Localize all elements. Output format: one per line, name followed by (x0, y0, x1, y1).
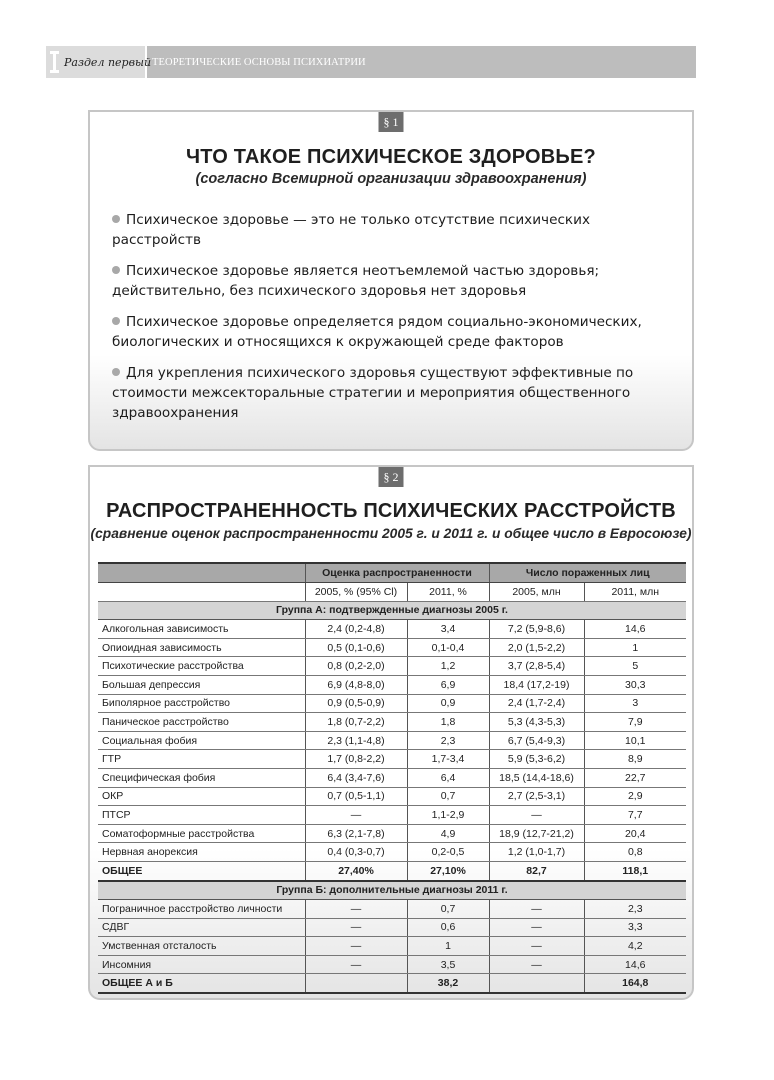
table-row (98, 824, 686, 843)
cell-value: 6,4 (3,4-7,6) (305, 768, 407, 787)
cell-value: 18,9 (12,7-21,2) (489, 824, 584, 843)
bullet-dot-icon (112, 215, 120, 223)
cell-value: 0,4 (0,3-0,7) (305, 843, 407, 862)
cell-value: 0,6 (407, 918, 489, 937)
cell-value: 0,8 (584, 843, 686, 862)
cell-value: 3,3 (584, 918, 686, 937)
section-title-block (147, 46, 696, 78)
cell-value: — (305, 900, 407, 919)
cell-value: 6,9 (407, 675, 489, 694)
section-1-subtitle: (согласно Всемирной организации здравоохранения) (195, 171, 587, 187)
cell-value: 5,3 (4,3-5,3) (489, 713, 584, 732)
cell-value: 3,7 (2,8-5,4) (489, 657, 584, 676)
bullet-item: Для укрепления психического здоровья существуют эффективные по стоимости межсекторальные стратегии и мероприятия общественного здравоохранения (112, 365, 634, 421)
table-row (98, 750, 686, 769)
cell-value: — (305, 918, 407, 937)
table-row (98, 731, 686, 750)
cell-value: 1 (407, 937, 489, 956)
cell-value: 2,7 (2,5-3,1) (489, 787, 584, 806)
row-label: Инсомния (98, 955, 305, 974)
section-2-title: РАСПРОСТРАНЕННОСТЬ ПСИХИЧЕСКИХ РАССТРОЙСТВ (106, 500, 676, 522)
cell-value: 3 (584, 694, 686, 713)
bullet-dot-icon (112, 266, 120, 274)
cell-value: 2,9 (584, 787, 686, 806)
cell-value: — (489, 918, 584, 937)
cell-value: — (305, 937, 407, 956)
cell-value: 5 (584, 657, 686, 676)
cell-value: 0,9 (0,5-0,9) (305, 694, 407, 713)
cell-value: 10,1 (584, 731, 686, 750)
section-label: Раздел первый (64, 55, 152, 69)
row-label: Соматоформные расстройства (98, 824, 305, 843)
cell-value: 0,9 (407, 694, 489, 713)
table-row (98, 768, 686, 787)
table-row (98, 713, 686, 732)
cell-value: 2,4 (0,2-4,8) (305, 620, 407, 639)
cell-value: 0,7 (407, 900, 489, 919)
cell-value: 1,2 (407, 657, 489, 676)
row-label: ОКР (98, 787, 305, 806)
cell-value: 2,0 (1,5-2,2) (489, 638, 584, 657)
row-label: Нервная анорексия (98, 843, 305, 862)
row-label: СДВГ (98, 918, 305, 937)
cell-value: 0,7 (407, 787, 489, 806)
row-label: Специфическая фобия (98, 768, 305, 787)
cell-value: 6,3 (2,1-7,8) (305, 824, 407, 843)
section-1-box (88, 110, 694, 451)
cell-value: 2,3 (407, 731, 489, 750)
cell-value: 2,4 (1,7-2,4) (489, 694, 584, 713)
cell-value: 1,8 (0,7-2,2) (305, 713, 407, 732)
bullet-item: Психическое здоровье — это не только отсутствие психических расстройств (112, 212, 591, 248)
group-a-header: Группа А: подтвержденные диагнозы 2005 г. (98, 601, 686, 620)
table-row (98, 843, 686, 862)
cell-value: 1,2 (1,0-1,7) (489, 843, 584, 862)
cell-value: 2,3 (584, 900, 686, 919)
cell-value: 0,8 (0,2-2,0) (305, 657, 407, 676)
row-label: Опиоидная зависимость (98, 638, 305, 657)
section-1-title: ЧТО ТАКОЕ ПСИХИЧЕСКОЕ ЗДОРОВЬЕ? (186, 146, 596, 168)
running-header (46, 46, 696, 78)
cell-value: 7,7 (584, 806, 686, 825)
table-row (98, 787, 686, 806)
section-2-subtitle: (сравнение оценок распространенности 2005 г. и 2011 г. и общее число в Евросоюзе) (90, 526, 692, 541)
total-ab-row: ОБЩЕЕ А и Б 38,2 164,8 (98, 974, 686, 993)
cell-value: 1,8 (407, 713, 489, 732)
cell-value: — (489, 900, 584, 919)
cell-value: — (489, 955, 584, 974)
column-header: 2011, млн (584, 583, 686, 602)
cell-value: — (305, 806, 407, 825)
table-row (98, 620, 686, 639)
row-label: Паническое расстройство (98, 713, 305, 732)
cell-value: 4,9 (407, 824, 489, 843)
prevalence-table (98, 562, 686, 994)
paragraph-badge: § 1 (379, 112, 404, 132)
row-label: ПТСР (98, 806, 305, 825)
section-2-box (88, 465, 694, 1000)
cell-value: 5,9 (5,3-6,2) (489, 750, 584, 769)
table-group-header-row (98, 563, 686, 583)
cell-value: 3,5 (407, 955, 489, 974)
bullet-list (112, 210, 672, 423)
table-row (98, 638, 686, 657)
cell-value: 30,3 (584, 675, 686, 694)
cell-value: 20,4 (584, 824, 686, 843)
group-b-rows (98, 900, 686, 974)
cell-value: 6,9 (4,8-8,0) (305, 675, 407, 694)
roman-numeral-icon (50, 51, 59, 73)
bullet-dot-icon (112, 317, 120, 325)
table-row (98, 675, 686, 694)
column-header: 2011, % (407, 583, 489, 602)
cell-value: 18,5 (14,4-18,6) (489, 768, 584, 787)
row-label: Большая депрессия (98, 675, 305, 694)
cell-value: 0,1-0,4 (407, 638, 489, 657)
section-label-block (46, 46, 152, 78)
table-row (98, 806, 686, 825)
group-a-total-row: ОБЩЕЕ 27,40% 27,10% 82,7 118,1 (98, 861, 686, 880)
table-row (98, 657, 686, 676)
cell-value: 6,7 (5,4-9,3) (489, 731, 584, 750)
section-title: ТЕОРЕТИЧЕСКИЕ ОСНОВЫ ПСИХИАТРИИ (152, 56, 366, 68)
group-a-rows (98, 620, 686, 862)
group-header-affected: Число пораженных лиц (489, 563, 686, 583)
cell-value: 1 (584, 638, 686, 657)
bullet-item: Психическое здоровье определяется рядом социально-экономических, биологических и относящихся к окружающей среде факторов (112, 314, 642, 350)
cell-value: 0,7 (0,5-1,1) (305, 787, 407, 806)
cell-value: 8,9 (584, 750, 686, 769)
cell-value: 14,6 (584, 955, 686, 974)
cell-value: — (305, 955, 407, 974)
cell-value: 0,5 (0,1-0,6) (305, 638, 407, 657)
cell-value: 7,2 (5,9-8,6) (489, 620, 584, 639)
table-column-header-row (98, 583, 686, 602)
cell-value: 22,7 (584, 768, 686, 787)
cell-value: 0,2-0,5 (407, 843, 489, 862)
row-label: Психотические расстройства (98, 657, 305, 676)
cell-value: — (489, 806, 584, 825)
column-header: 2005, млн (489, 583, 584, 602)
cell-value: 1,7 (0,8-2,2) (305, 750, 407, 769)
cell-value: 6,4 (407, 768, 489, 787)
column-header: 2005, % (95% Cl) (305, 583, 407, 602)
row-label: Умственная отсталость (98, 937, 305, 956)
table-row (98, 694, 686, 713)
row-label: Алкогольная зависимость (98, 620, 305, 639)
table-row (98, 918, 686, 937)
table-row (98, 937, 686, 956)
table-row (98, 900, 686, 919)
cell-value: 4,2 (584, 937, 686, 956)
cell-value: 7,9 (584, 713, 686, 732)
cell-value: 3,4 (407, 620, 489, 639)
group-b-header: Группа Б: дополнительные диагнозы 2011 г. (98, 881, 686, 900)
paragraph-badge: § 2 (379, 467, 404, 487)
row-label: Биполярное расстройство (98, 694, 305, 713)
cell-value: 14,6 (584, 620, 686, 639)
group-header-prevalence: Оценка распространенности (305, 563, 489, 583)
cell-value: 1,7-3,4 (407, 750, 489, 769)
table-row (98, 955, 686, 974)
bullet-dot-icon (112, 368, 120, 376)
cell-value: 1,1-2,9 (407, 806, 489, 825)
row-label: Социальная фобия (98, 731, 305, 750)
row-label: Пограничное расстройство личности (98, 900, 305, 919)
cell-value: 2,3 (1,1-4,8) (305, 731, 407, 750)
row-label: ГТР (98, 750, 305, 769)
cell-value: 18,4 (17,2-19) (489, 675, 584, 694)
bullet-item: Психическое здоровье является неотъемлемой частью здоровья; действительно, без психического здоровья нет здоровья (112, 263, 600, 299)
cell-value: — (489, 937, 584, 956)
